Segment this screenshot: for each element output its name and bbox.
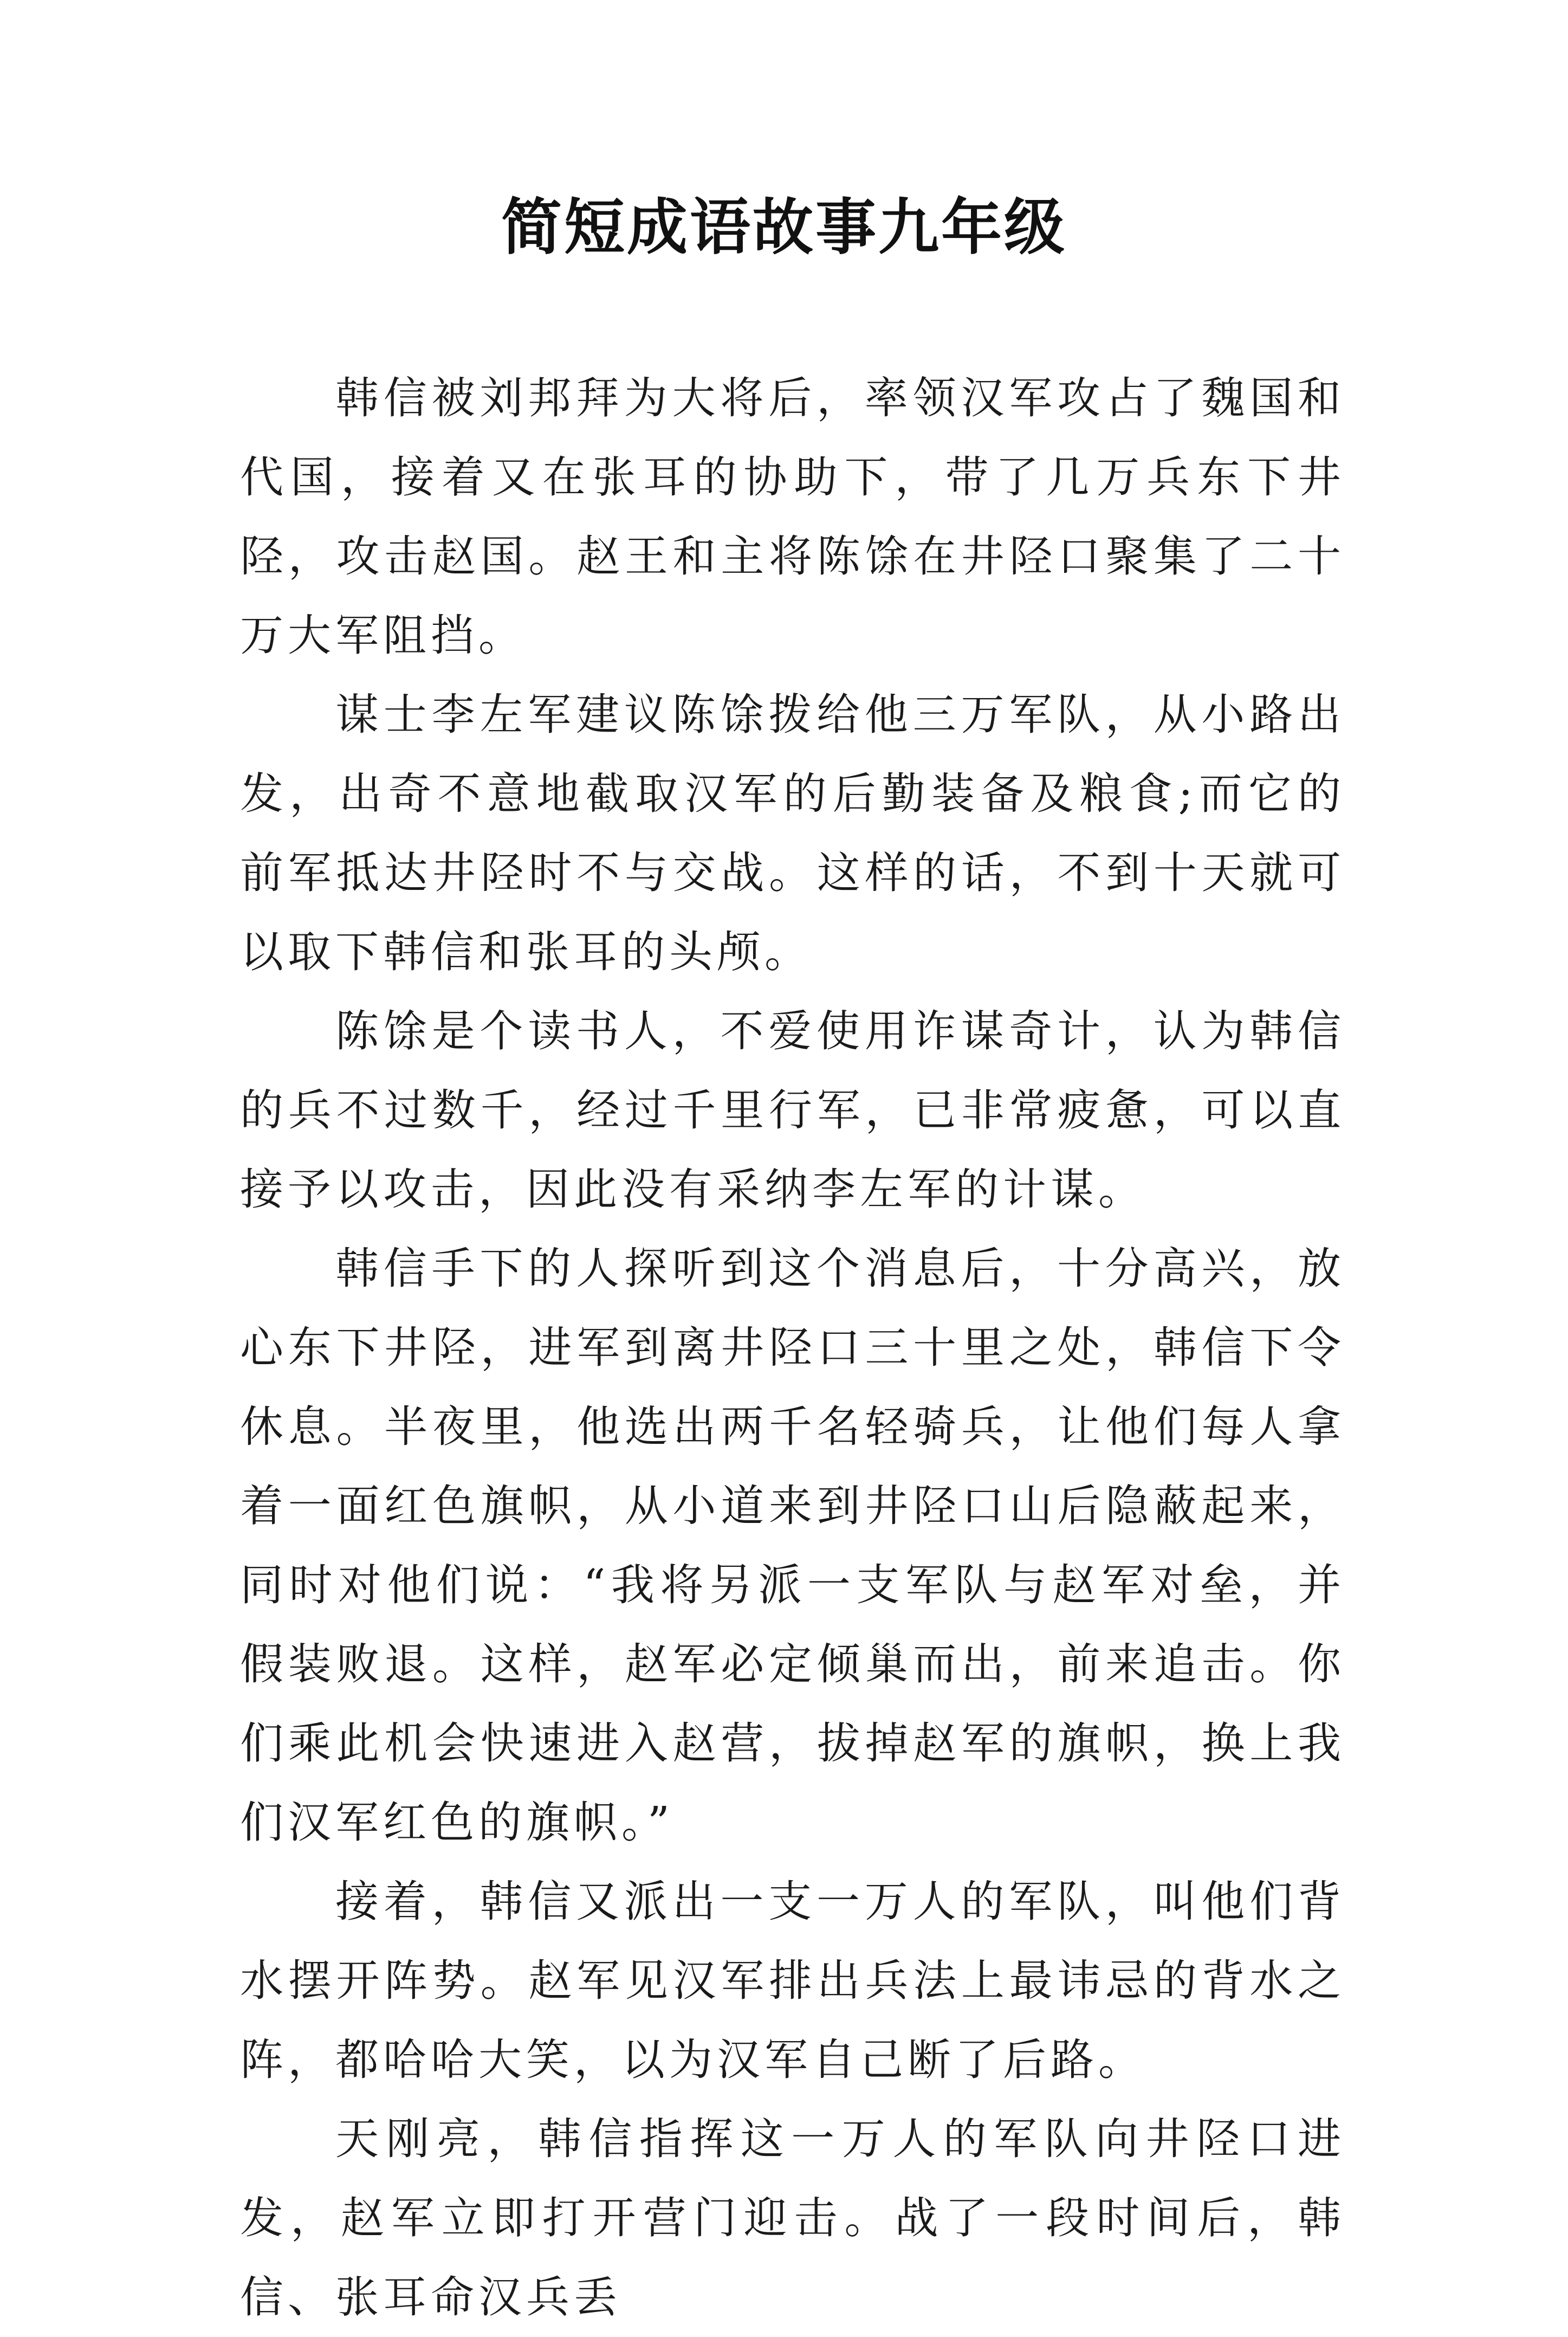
paragraph: 接着，韩信又派出一支一万人的军队，叫他们背水摆开阵势。赵军见汉军排出兵法上最讳忌的背水之阵，都哈哈大笑，以为汉军自己断了后路。	[240, 1876, 1345, 2085]
paragraph: 天刚亮，韩信指挥这一万人的军队向井陉口进发，赵军立即打开营门迎击。战了一段时间后，韩信、张耳命汉兵丢	[240, 2114, 1345, 2322]
paragraph: 陈馀是个读书人，不爱使用诈谋奇计，认为韩信的兵不过数千，经过千里行军，已非常疲惫，可以直接予以攻击，因此没有采纳李左军的计谋。	[240, 1006, 1345, 1215]
document-title: 简短成语故事九年级	[501, 192, 1067, 263]
paragraph: 谋士李左军建议陈馀拨给他三万军队，从小路出发，出奇不意地截取汉军的后勤装备及粮食;而它的前军抵达井陉时不与交战。这样的话，不到十天就可以取下韩信和张耳的头颅。	[240, 689, 1345, 977]
paragraph: 韩信手下的人探听到这个消息后，十分高兴，放心东下井陉，进军到离井陉口三十里之处，韩信下令休息。半夜里，他选出两千名轻骑兵，让他们每人拿着一面红色旗帜，从小道来到井陉口山后隐蔽起来，同时对他们说：“我将另派一支军队与赵军对垒，并假装败退。这样，赵军必定倾巢而出，前来追击。你们乘此机会快速进入赵营，拔掉赵军的旗帜，换上我们汉军红色的旗帜。”	[240, 1243, 1345, 1848]
paragraph: 韩信被刘邦拜为大将后，率领汉军攻占了魏国和代国，接着又在张耳的协助下，带了几万兵东下井陉，攻击赵国。赵王和主将陈馀在井陉口聚集了二十万大军阻挡。	[240, 373, 1345, 661]
document-body	[240, 359, 1345, 2337]
